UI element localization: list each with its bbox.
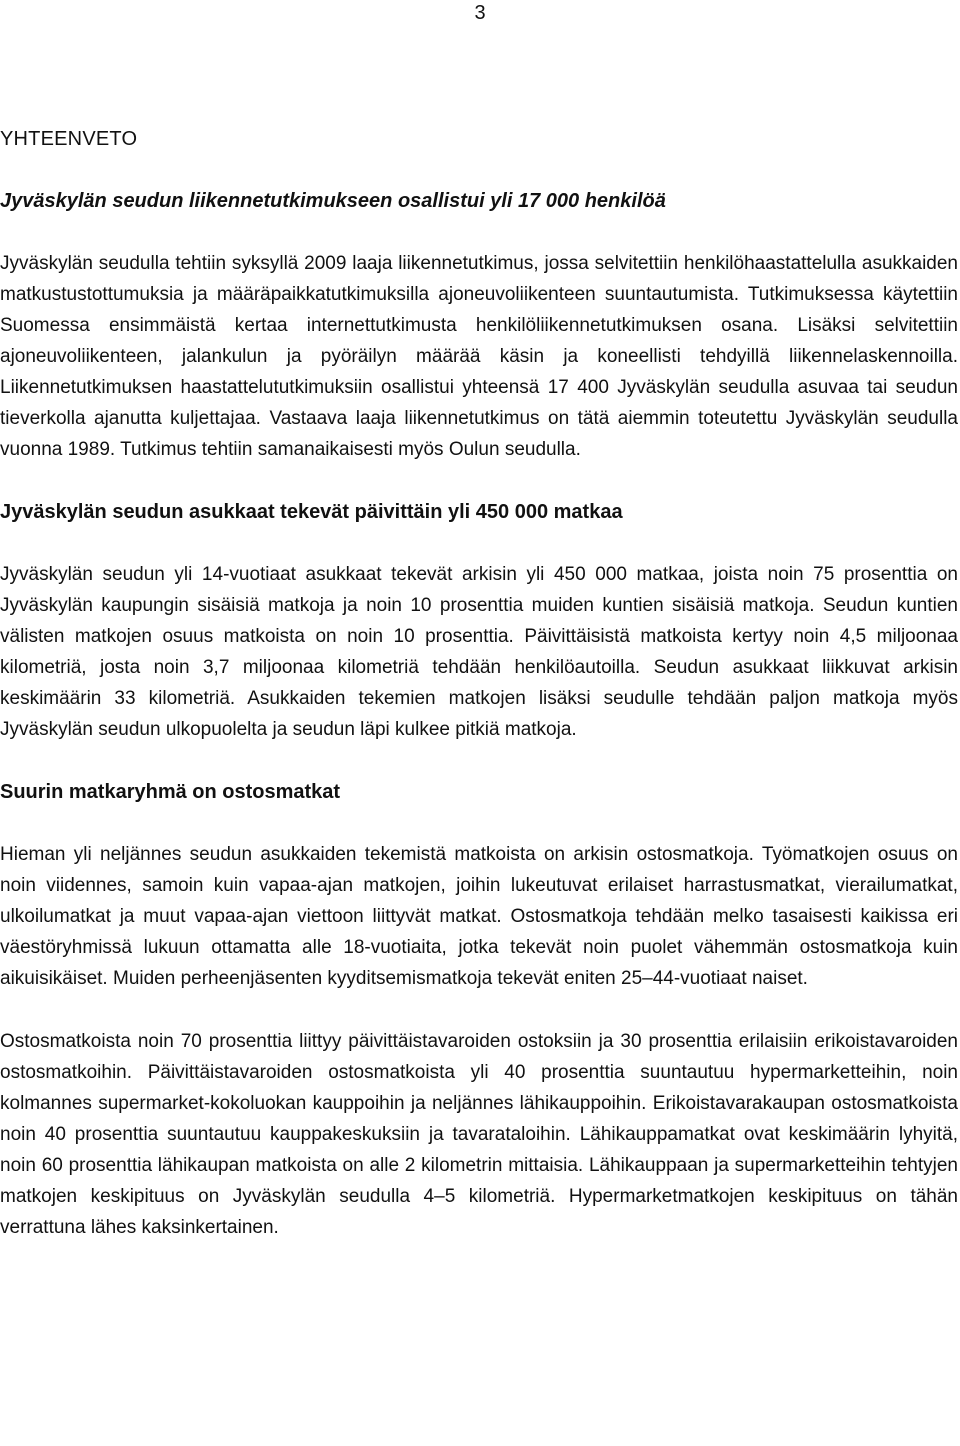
summary-headline: Jyväskylän seudun liikennetutkimukseen osallistui yli 17 000 henkilöä: [0, 190, 666, 212]
shopping-paragraph-2: Ostosmatkoista noin 70 prosenttia liittyy päivittäistavaroiden ostoksiin ja 30 prosenttia erilaisiin erikoistavaroiden ostosmatkoihin. Päivittäistavaroiden ostosmatkoista yli 40 prosenttia suuntautuu hypermarketteihin, noin kolmannes supermarket-kokoluokan kauppoihin ja neljännes lähikauppoihin. Erikoistavarakaupan ostosmatkoista noin 40 prosenttia suuntautuu kauppakeskuksiin ja tavarataloihin. Lähikauppamatkat ovat keskimäärin lyhyitä, noin 60 prosenttia lähikaupan matkoista on alle 2 kilometrin mittaisia. Lähikauppaan ja supermarketteihin tehtyjen matkojen keskipituus on Jyväskylän seudulla 4–5 kilometriä. Hypermarketmatkojen keskipituus on tähän verrattuna lähes kaksinkertainen.: [0, 1031, 958, 1238]
page-number: 3: [474, 2, 486, 24]
shopping-heading: Suurin matkaryhmä on ostosmatkat: [0, 781, 341, 803]
section-title: YHTEENVETO: [0, 128, 138, 150]
shopping-paragraph-1: Hieman yli neljännes seudun asukkaiden tekemistä matkoista on arkisin ostosmatkoja. Työmatkojen osuus on noin viidennes, samoin kuin vapaa-ajan matkojen, joihin lukeutuvat erilaiset harrastusmatkat, vierailumatkat, ulkoilumatkat ja muut vapaa-ajan viettoon liittyvät matkat. Ostosmatkoja tehdään melko tasaisesti kaikissa eri väestöryhmissä lukuun ottamatta alle 18-vuotiaita, jotka tekevät noin puolet vähemmän ostosmatkoja kuin aikuisikäiset. Muiden perheenjäsenten kyyditsemismatkoja tekevät eniten 25–44-vuotiaat naiset.: [0, 844, 958, 989]
document-body: [0, 124, 958, 1275]
summary-paragraph: Jyväskylän seudulla tehtiin syksyllä 2009 laaja liikennetutkimus, jossa selvitettiin henkilöhaastattelulla asukkaiden matkustustottumuksia ja määräpaikkatutkimuksilla ajoneuvoliikenteen suuntautumista. Tutkimuksessa käytettiin Suomessa ensimmäistä kertaa internettutkimusta henkilöliikennetutkimuksen osana. Lisäksi selvitettiin ajoneuvoliikenteen, jalankulun ja pyöräilyn määrää käsin ja koneellisti tehdyillä liikennelaskennoilla. Liikennetutkimuksen haastattelututkimuksiin osallistui yhteensä 17 400 Jyväskylän seudulla asuvaa tai seudun tieverkolla ajanutta kuljettajaa. Vastaava laaja liikennetutkimus on tätä aiemmin toteutettu Jyväskylän seudulla vuonna 1989. Tutkimus tehtiin samanaikaisesti myös Oulun seudulla.: [0, 253, 958, 460]
daily-trips-paragraph: Jyväskylän seudun yli 14-vuotiaat asukkaat tekevät arkisin yli 450 000 matkaa, joista noin 75 prosenttia on Jyväskylän kaupungin sisäisiä matkoja ja noin 10 prosenttia muiden kuntien sisäisiä matkoja. Seudun kuntien välisten matkojen osuus matkoista on noin 10 prosenttia. Päivittäisistä matkoista kertyy noin 4,5 miljoonaa kilometriä, josta noin 3,7 miljoonaa kilometriä tehdään henkilöautoilla. Seudun asukkaat liikkuvat arkisin keskimäärin 33 kilometriä. Asukkaiden tekemien matkojen lisäksi seudulle tehdään paljon matkoja myös Jyväskylän seudun ulkopuolelta ja seudun läpi kulkee pitkiä matkoja.: [0, 564, 958, 740]
daily-trips-heading: Jyväskylän seudun asukkaat tekevät päivittäin yli 450 000 matkaa: [0, 501, 623, 523]
